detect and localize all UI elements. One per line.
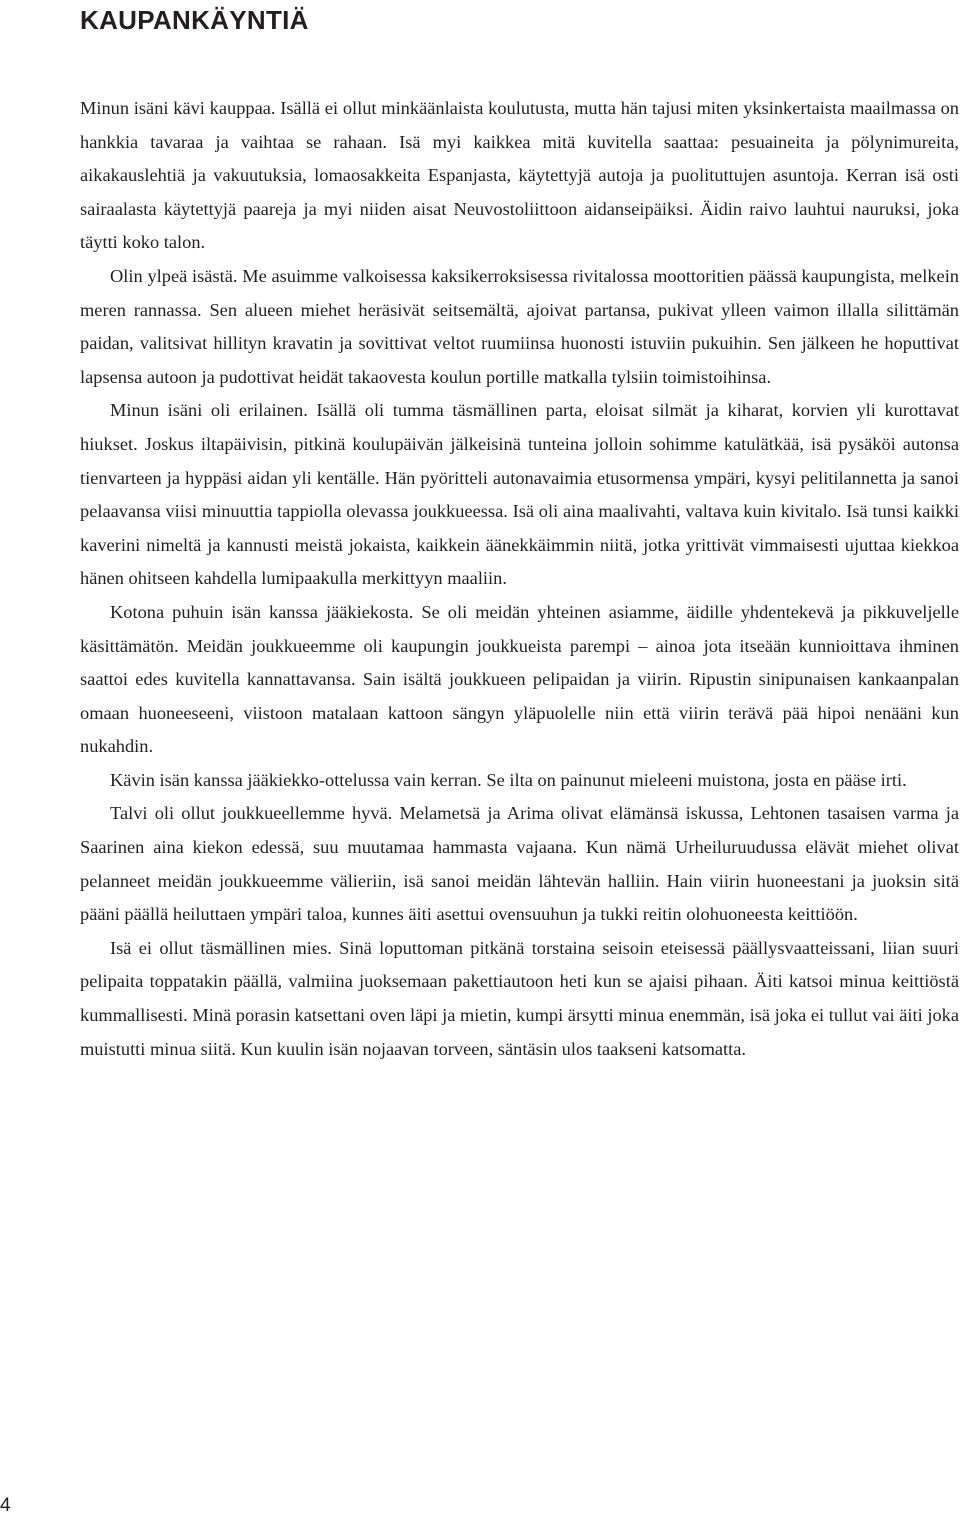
paragraph: Kotona puhuin isän kanssa jääkiekosta. Se oli meidän yhteinen asiamme, äidille yhdentekevä ja pikkuveljelle käsittämätön. Meidän joukkueemme oli kaupungin joukkueista parempi – ainoa jota itseään kunnioittava ihminen saattoi edes kuvitella kannattavansa. Sain isältä joukkueen pelipaidan ja viirin. Ripustin sinipunaisen kankaanpalan omaan huoneeseeni, viistoon matalaan kattoon sängyn yläpuolelle niin että viirin terävä pää hipoi nenääni kun nukahdin. [80,601,959,757]
paragraph: Minun isäni kävi kauppaa. Isällä ei ollut minkäänlaista koulutusta, mutta hän tajusi miten yksinkertaista maailmassa on hankkia tavaraa ja vaihtaa se rahaan. Isä myi kaikkea mitä kuvitella saattaa: pesuaineita ja pölynimureita, aikakauslehtiä ja vakuutuksia, lomaosakkeita Espanjasta, käytettyjä autoja ja puolituttujen asuntoja. Kerran isä osti sairaalasta käytettyjä paareja ja myi niiden aisat Neuvostoliittoon aidanseipäiksi. Äidin raivo lauhtui nauruksi, joka täytti koko talon. [80,98,959,253]
paragraph: Kävin isän kanssa jääkiekko-ottelussa vain kerran. Se ilta on painunut mieleeni muistona, josta en pääse irti. [110,769,907,790]
paragraph: Minun isäni oli erilainen. Isällä oli tumma täsmällinen parta, eloisat silmät ja kiharat, korvien yli kurottavat hiukset. Joskus iltapäivisin, pitkinä koulupäivän jälkeisinä tunteina jolloin sohimme katulätkää, isä pysäköi autonsa tienvarteen ja hyppäsi aidan yli kentälle. Hän pyöritteli autonavaimia etusormensa ympäri, kysyi pelitilannetta ja sanoi pelaavansa viisi minuuttia tappiolla olevassa joukkueessa. Isä oli aina maalivahti, valtava kuin kivitalo. Isä tunsi kaikki kaverini nimeltä ja kannusti meistä jokaista, kaikkein äänekkäimmin niitä, jotka yrittivät vimmaisesti ujuttaa kiekkoa hänen ohitseen kahdella lumipaakulla merkittyyn maaliin. [80,400,959,589]
page-number: 4 [0,1495,11,1516]
paragraph: Talvi oli ollut joukkueellemme hyvä. Melametsä ja Arima olivat elämänsä iskussa, Lehtonen tasaisen varma ja Saarinen aina kiekon edessä, suu muutamaa hammasta vajaana. Kun nämä Urheiluruudussa elävät miehet olivat pelanneet meidän joukkueemme välieriin, isä sanoi meidän lähtevän halliin. Hain viirin huoneestani ja juoksin sitä pääni päällä heiluttaen ympäri taloa, kunnes äiti asettui ovensuuhun ja tukki reitin olohuoneesta keittiöön. [80,803,959,925]
page-title: KAUPANKÄYNTIÄ [80,5,309,35]
paragraph: Olin ylpeä isästä. Me asuimme valkoisessa kaksikerroksisessa rivitalossa moottoritien päässä kaupungista, melkein meren rannassa. Sen alueen miehet heräsivät seitsemältä, ajoivat partansa, pukivat ylleen vaimon illalla silittämän paidan, valitsivat hillityn kravatin ja sovittivat veltot ruumiinsa huonosti istuviin pukuihin. Sen jälkeen he hoputtivat lapsensa autoon ja pudottivat heidät takaovesta koulun portille matkalla tylsiin toimistoihinsa. [80,265,959,387]
body-text [80,92,959,1066]
paragraph: Isä ei ollut täsmällinen mies. Sinä loputtoman pitkänä torstaina seisoin eteisessä päällysvaatteissani, liian suuri pelipaita toppatakin päällä, valmiina juoksemaan pakettiautoon heti kun se ajaisi pihaan. Äiti katsoi minua keittiöstä kummallisesti. Minä porasin katsettani oven läpi ja mietin, kumpi ärsytti minua enemmän, isä joka ei tullut vai äiti joka muistutti minua siitä. Kun kuulin isän nojaavan torveen, säntäsin ulos taakseni katsomatta. [80,937,959,1059]
